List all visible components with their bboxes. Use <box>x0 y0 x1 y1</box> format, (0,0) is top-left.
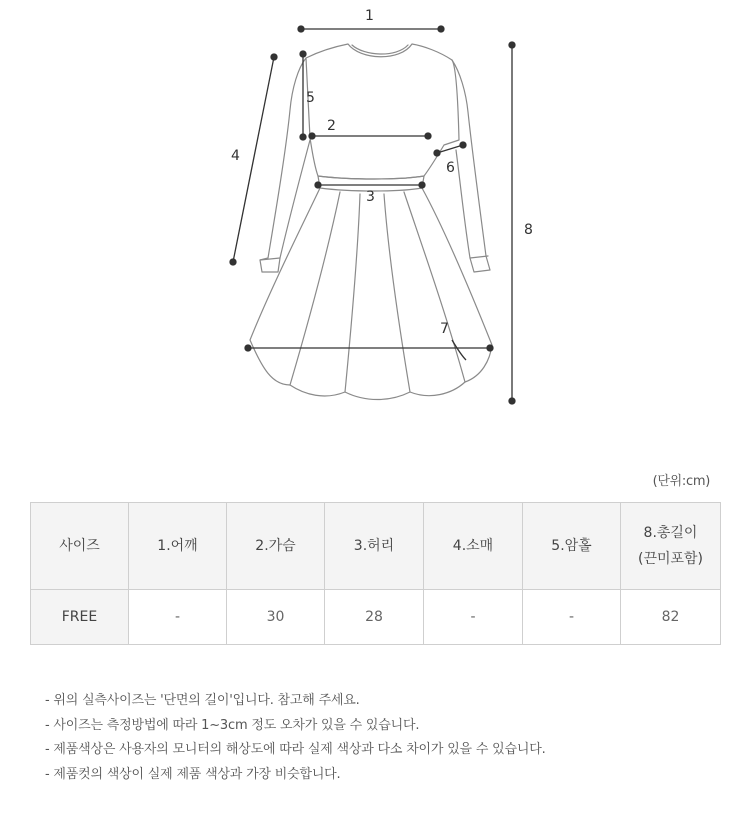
header-chest: 2.가슴 <box>227 503 325 590</box>
cell-size: FREE <box>31 590 129 645</box>
header-waist: 3.허리 <box>325 503 424 590</box>
size-table <box>30 502 721 645</box>
cell-sleeve: - <box>424 590 523 645</box>
measurement-lines <box>230 26 515 404</box>
header-armhole: 5.암홀 <box>523 503 621 590</box>
measure-label-5: 5 <box>306 90 315 106</box>
measure-label-4: 4 <box>231 148 240 164</box>
header-size: 사이즈 <box>31 503 129 590</box>
cell-chest: 30 <box>227 590 325 645</box>
measure-line-7-curve <box>452 340 466 360</box>
table-header-row <box>31 503 721 590</box>
note-item: - 제품색상은 사용자의 모니터의 해상도에 따라 실제 색상과 다소 차이가 있을 수 있습니다. <box>45 742 546 757</box>
unit-label: (단위:cm) <box>652 474 710 489</box>
measure-label-7: 7 <box>440 321 449 337</box>
measure-label-1: 1 <box>365 8 374 24</box>
header-total-length <box>621 503 721 590</box>
header-total-length-label: 8.총길이 <box>643 525 698 541</box>
measure-label-6: 6 <box>446 160 455 176</box>
notes-list <box>45 689 546 787</box>
measure-label-8: 8 <box>524 222 533 238</box>
cell-total-length: 82 <box>621 590 721 645</box>
header-total-length-sub: (끈미포함) <box>637 551 704 567</box>
note-item: - 제품컷의 색상이 실제 제품 색상과 가장 비슷합니다. <box>45 766 341 782</box>
cell-waist: 28 <box>325 590 424 645</box>
cell-armhole: - <box>523 590 621 645</box>
cell-shoulder: - <box>129 590 227 645</box>
header-sleeve: 4.소매 <box>424 503 523 590</box>
note-item: - 사이즈는 측정방법에 따라 1~3cm 정도 오차가 있을 수 있습니다. <box>45 717 420 733</box>
table-row <box>31 590 721 645</box>
measure-label-3: 3 <box>366 189 375 205</box>
note-item: - 위의 실측사이즈는 '단면의 길이'입니다. 참고해 주세요. <box>45 693 360 708</box>
measure-label-2: 2 <box>327 118 336 134</box>
header-shoulder: 1.어깨 <box>129 503 227 590</box>
